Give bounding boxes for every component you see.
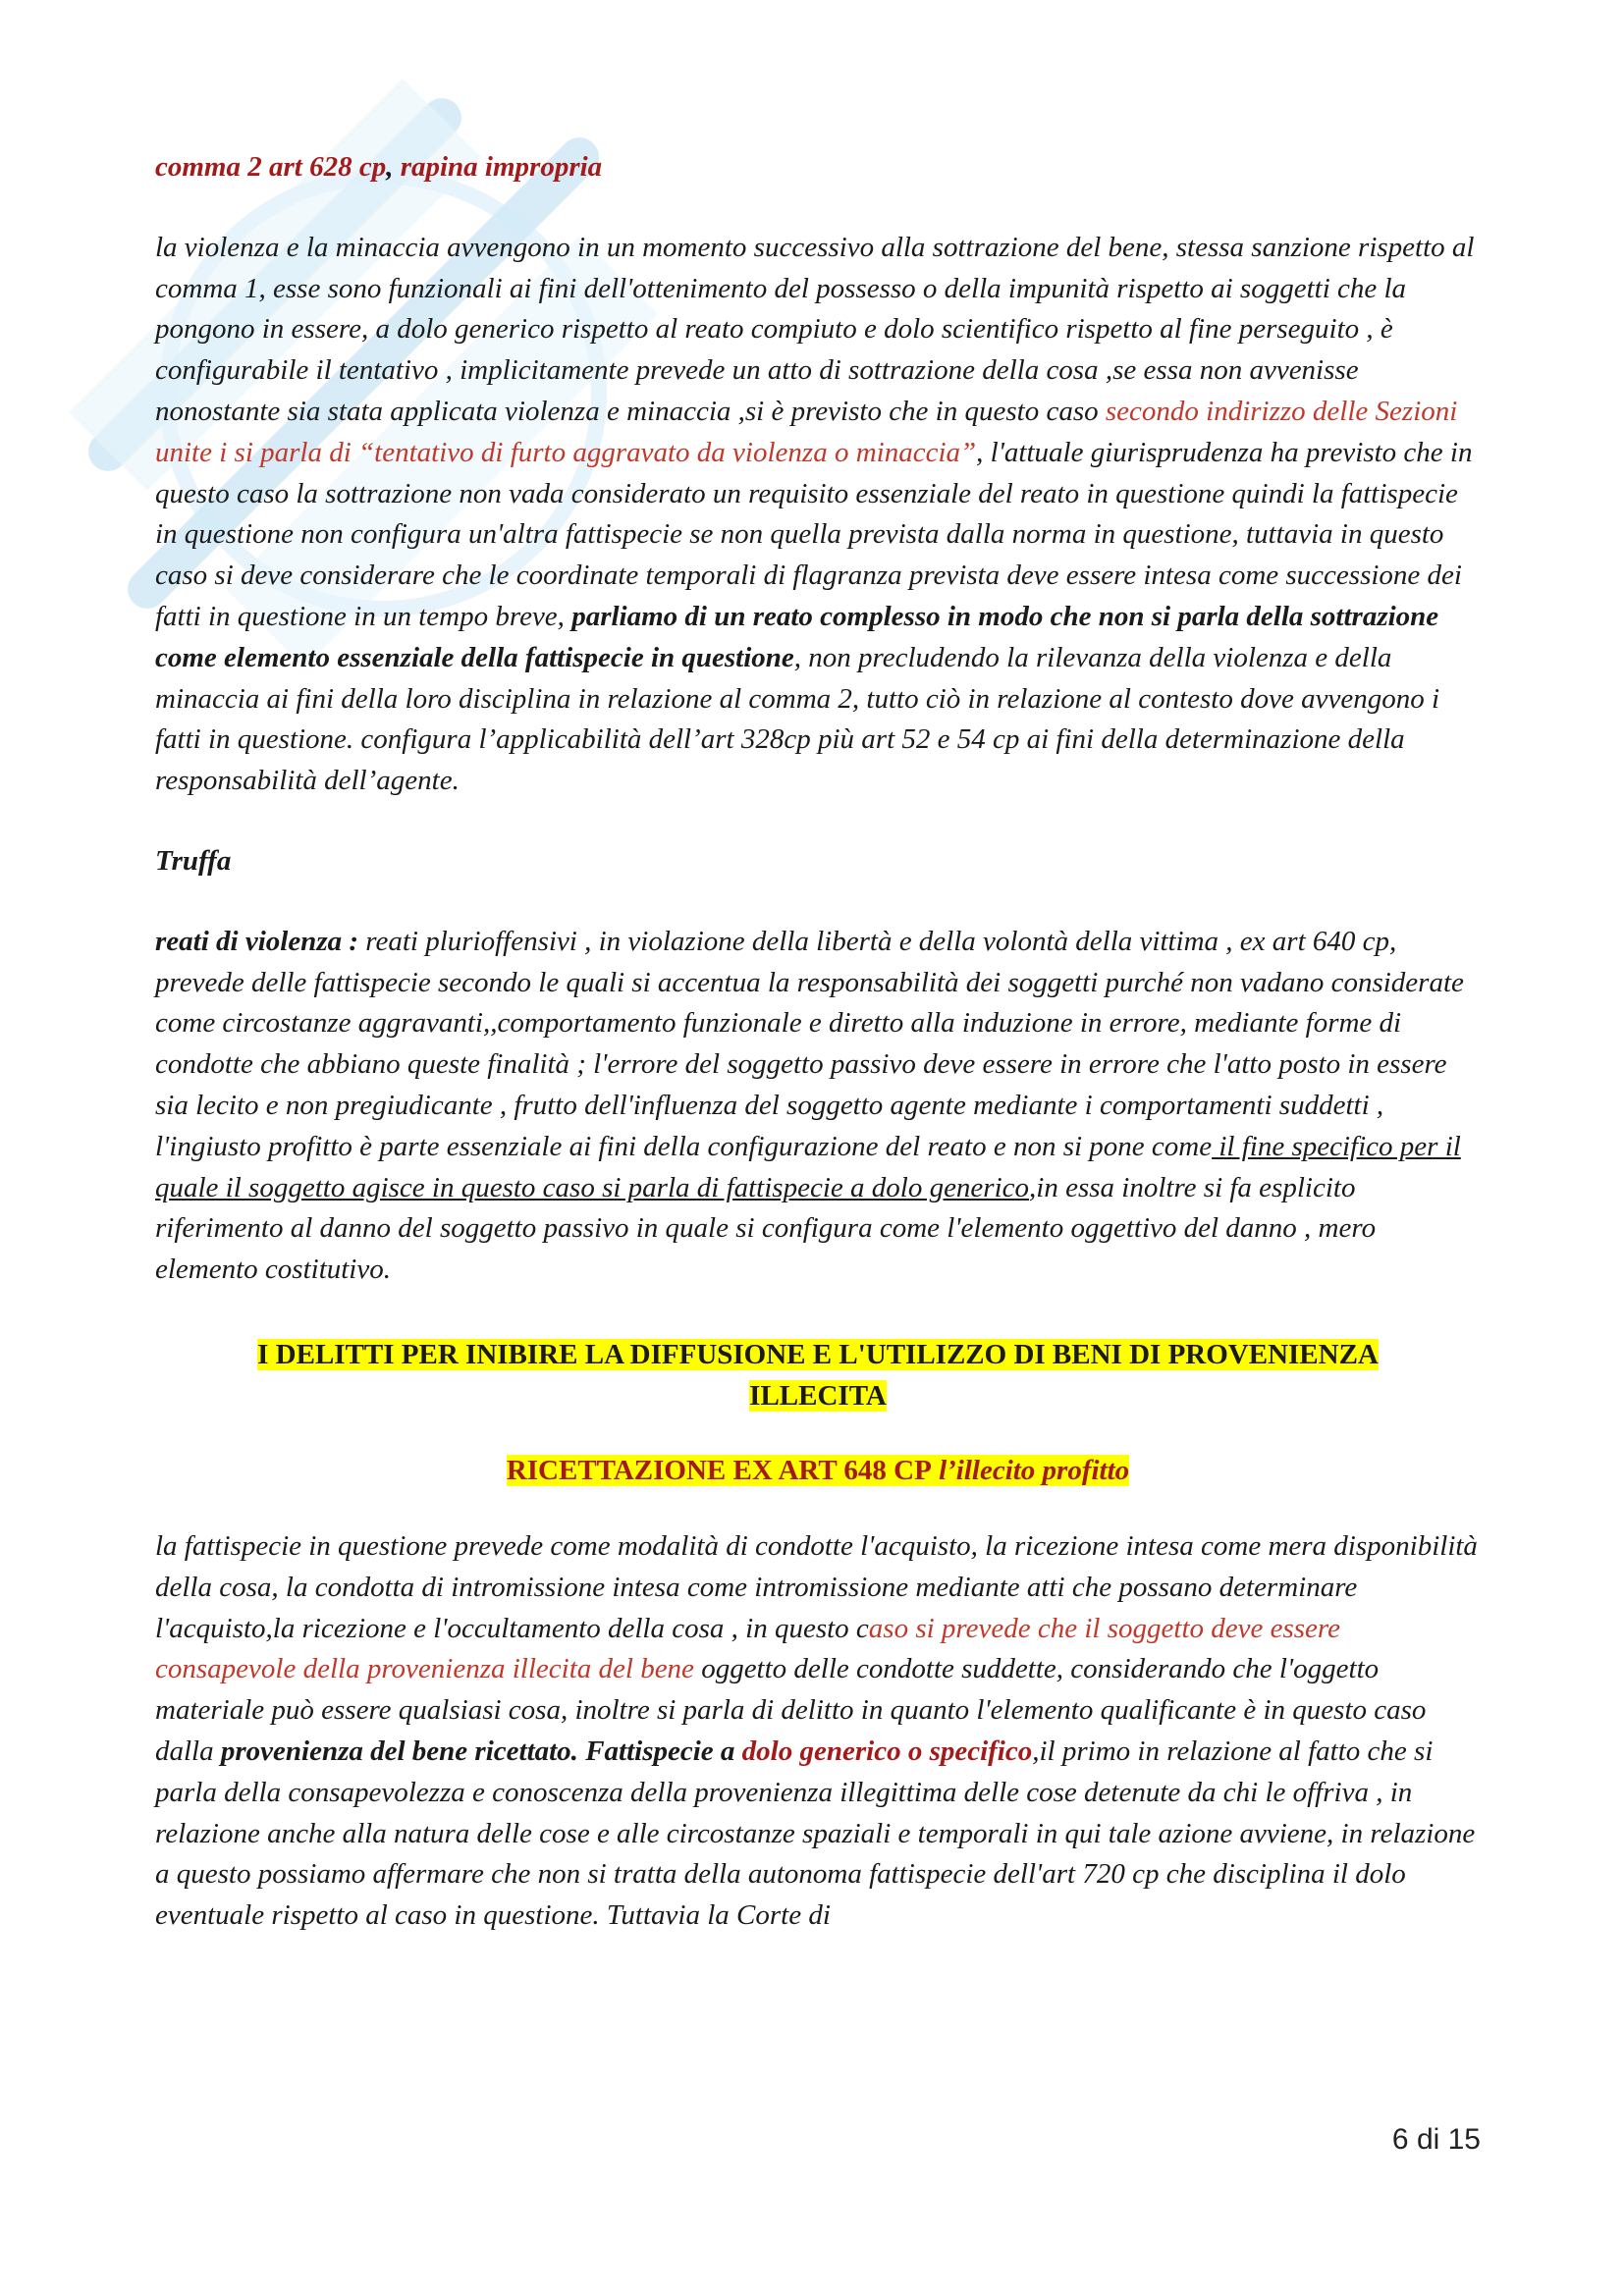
paragraph-rapina: la violenza e la minaccia avvengono in un momento successivo alla sottrazione del bene, stessa sanzione rispetto al comma 1, esse sono funzionali ai fini dell'ottenimento del possesso o della impunità rispetto ai soggetti che la pongono in essere, a dolo generico rispetto al reato compiuto e dolo scientifico rispetto al fine perseguito , è configurabile il tentativo , implicitamente prevede un atto di sottrazione della cosa ,se essa non avvenisse nonostante sia stata applicata violenza e minaccia ,si è previsto che in questo caso secondo indirizzo delle Sezioni unite i si parla di “tentativo di furto aggravato da violenza o minaccia”, l'attuale giurisprudenza ha previsto che in questo caso la sottrazione non vada considerato un requisito essenziale del reato in questione quindi la fattispecie in questione non configura un'altra fattispecie se non quella prevista dalla norma in questione, tuttavia in questo caso si deve considerare che le coordinate temporali di flagranza prevista deve essere intesa come successione dei fatti in questione in un tempo breve, parliamo di un reato complesso in modo che non si parla della sottrazione come elemento essenziale della fattispecie in questione, non precludendo la rilevanza della violenza e della minaccia ai fini della loro disciplina in relazione al comma 2, tutto ciò in relazione al contesto dove avvengono i fatti in questione. configura l’applicabilità dell’art 328cp più art 52 e 54 cp ai fini della determinazione della responsabilità dell’agente. bbox=[155, 231, 1475, 797]
section-title-rapina: comma 2 art 628 cp, rapina impropria bbox=[155, 151, 603, 183]
bold-text: parliamo di un reato complesso in modo che non si parla della sottrazione come elemento essenziale della fattispecie in questione bbox=[155, 600, 1439, 673]
paragraph-ricettazione: la fattispecie in questione prevede come modalità di condotte l'acquisto, la ricezione intesa come mera disponibilità della cosa, la condotta di intromissione intesa come intromissione mediante atti che possano determinare l'acquisto,la ricezione e l'occultamento della cosa , in questo caso si prevede che il soggetto deve essere consapevole della provenienza illecita del bene oggetto delle condotte suddette, considerando che l'oggetto materiale può essere qualsiasi cosa, inoltre si parla di delitto in quanto l'elemento qualificante è in questo caso dalla provenienza del bene ricettato. Fattispecie a dolo generico o specifico,il primo in relazione al fatto che si parla della consapevolezza e conoscenza della provenienza illegittima delle cose detenute da chi le offriva , in relazione anche alla natura delle cose e alle circostanze spaziali e temporali in qui tale azione avviene, in relazione a questo possiamo affermare che non si tratta della autonoma fattispecie dell'art 720 cp che disciplina il dolo eventuale rispetto al caso in questione. Tuttavia la Corte di bbox=[155, 1529, 1478, 1932]
chapter-heading: I DELITTI PER INIBIRE LA DIFFUSIONE E L'UTILIZZO DI BENI DI PROVENIENZA ILLECITA bbox=[257, 1338, 1379, 1412]
page-number: 6 di 15 bbox=[1391, 2123, 1481, 2156]
underlined-text: il fine specifico per il quale il soggetto agisce in questo caso si parla di fattispecie a dolo generico bbox=[155, 1130, 1461, 1203]
highlight-text: secondo indirizzo delle Sezioni unite i si parla di “tentativo di furto aggravato da violenza o minaccia” bbox=[155, 395, 1458, 468]
section-title-truffa: Truffa bbox=[155, 844, 232, 877]
subheading-ricettazione: RICETTAZIONE EX ART 648 CP l’illecito profitto bbox=[506, 1454, 1130, 1486]
page-content bbox=[155, 147, 1481, 1937]
paragraph-truffa: reati di violenza : reati plurioffensivi , in violazione della libertà e della volontà della vittima , ex art 640 cp, prevede delle fattispecie secondo le quali si accentua la responsabilità dei soggetti purché non vadano considerate come circostanze aggravanti,,comportamento funzionale e diretto alla induzione in errore, mediante forme di condotte che abbiano queste finalità ; l'errore del soggetto passivo deve essere in errore che l'atto posto in essere sia lecito e non pregiudicante , frutto dell'influenza del soggetto agente mediante i comportamenti suddetti , l'ingiusto profitto è parte essenziale ai fini della configurazione del reato e non si pone come il fine specifico per il quale il soggetto agisce in questo caso si parla di fattispecie a dolo generico,in essa inoltre si fa esplicito riferimento al danno del soggetto passivo in quale si configura come l'elemento oggettivo del danno , mero elemento costitutivo. bbox=[155, 925, 1464, 1286]
bold-lead: reati di violenza : bbox=[155, 925, 359, 957]
highlight-text: aso si prevede che il soggetto deve essere consapevole della provenienza illecita del bene bbox=[155, 1612, 1341, 1685]
